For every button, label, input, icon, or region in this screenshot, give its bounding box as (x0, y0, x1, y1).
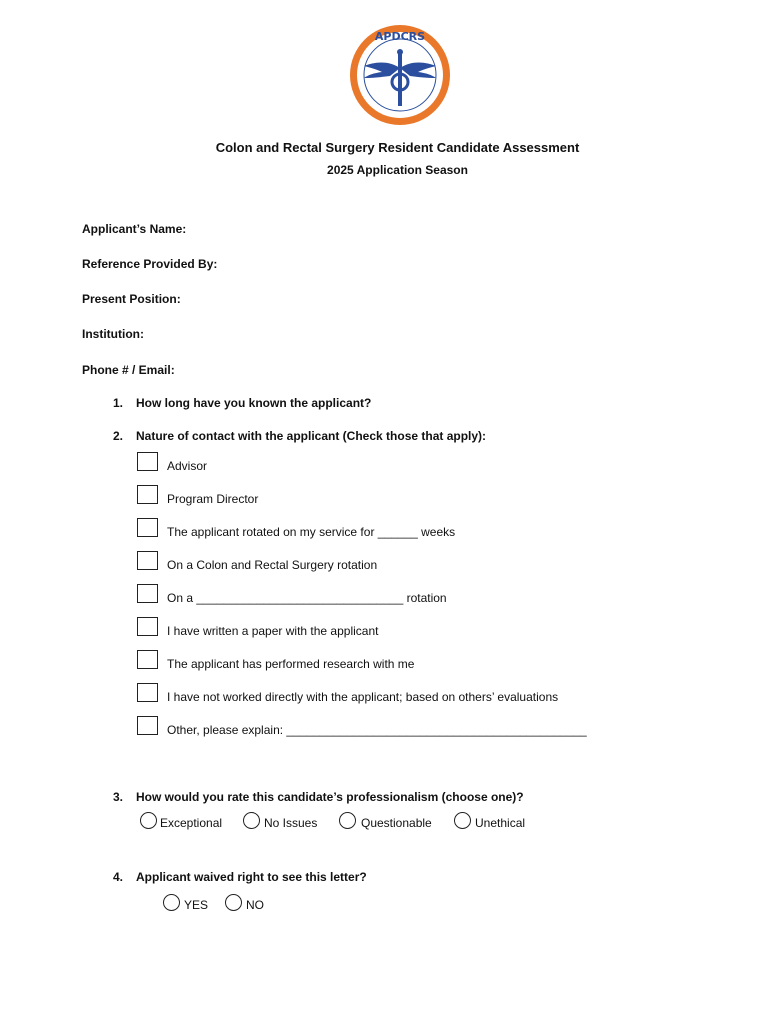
question-2 (113, 429, 486, 443)
radio-no[interactable] (225, 894, 242, 911)
professionalism-options (0, 810, 770, 836)
radio-label-unethical: Unethical (475, 816, 526, 830)
question-text: How would you rate this candidate’s professionalism (choose one)? (136, 790, 524, 804)
radio-label-questionable: Questionable (361, 816, 432, 830)
checkbox[interactable] (137, 485, 158, 504)
radio-label-exceptional: Exceptional (160, 816, 223, 830)
radio-questionable[interactable] (339, 812, 356, 829)
question-text: How long have you known the applicant? (136, 396, 372, 410)
checkbox-label: The applicant rotated on my service for ______ weeks (167, 525, 456, 539)
question-text: Nature of contact with the applicant (Check those that apply): (136, 429, 487, 443)
question-3 (113, 790, 524, 804)
checkbox[interactable] (137, 650, 158, 669)
question-text: Applicant waived right to see this letter? (136, 870, 367, 884)
radio-yes[interactable] (163, 894, 180, 911)
phone-email-label: Phone # / Email: (82, 363, 175, 377)
question-number: 4. (113, 870, 124, 884)
checkbox-label: Other, please explain: _____________________________________________ (167, 723, 587, 737)
question-number: 1. (113, 396, 124, 410)
page-subtitle: 2025 Application Season (327, 163, 468, 177)
question-number: 3. (113, 790, 124, 804)
checkbox[interactable] (137, 683, 158, 702)
apdcrs-logo (348, 20, 452, 130)
checkbox[interactable] (137, 518, 158, 537)
radio-label-yes: YES (184, 898, 209, 912)
question-1 (113, 396, 371, 410)
radio-unethical[interactable] (454, 812, 471, 829)
checkbox[interactable] (137, 617, 158, 636)
checkbox-label: On a _______________________________ rotation (167, 591, 447, 605)
checkbox[interactable] (137, 452, 158, 471)
checkbox-label: Advisor (167, 459, 208, 473)
checkbox-label: Program Director (167, 492, 259, 506)
radio-label-no-issues: No Issues (264, 816, 318, 830)
question-number: 2. (113, 429, 124, 443)
checkbox-label: The applicant has performed research with me (167, 657, 415, 671)
checkbox-label: On a Colon and Rectal Surgery rotation (167, 558, 378, 572)
checkbox[interactable] (137, 584, 158, 603)
present-position-label: Present Position: (82, 292, 181, 306)
applicant-name-label: Applicant’s Name: (82, 222, 187, 236)
radio-label-no: NO (246, 898, 264, 912)
checkbox[interactable] (137, 716, 158, 735)
checkbox-label: I have not worked directly with the applicant; based on others’ evaluations (167, 690, 559, 704)
institution-label: Institution: (82, 327, 144, 341)
page-title: Colon and Rectal Surgery Resident Candidate Assessment (215, 140, 580, 155)
logo-acronym: APDCRS (374, 30, 426, 43)
radio-no-issues[interactable] (243, 812, 260, 829)
reference-provided-by-label: Reference Provided By: (82, 257, 218, 271)
waiver-options (0, 891, 770, 917)
question-4 (113, 870, 367, 884)
radio-exceptional[interactable] (140, 812, 157, 829)
checkbox[interactable] (137, 551, 158, 570)
checkbox-label: I have written a paper with the applicant (167, 624, 379, 638)
